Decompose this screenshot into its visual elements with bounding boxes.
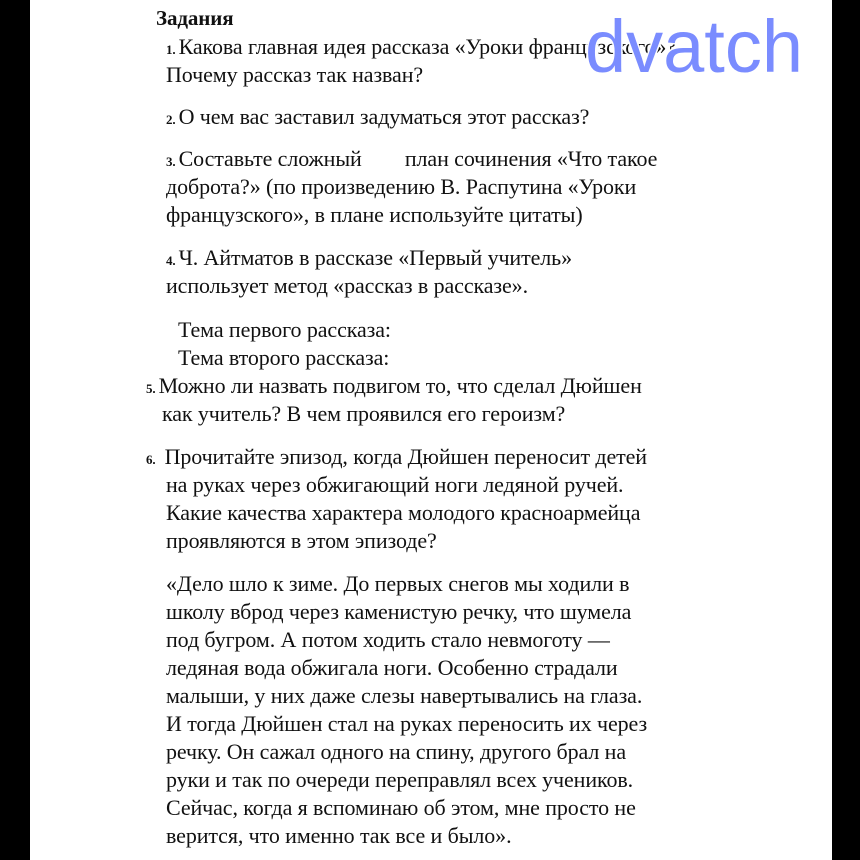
quote-line-7: речку. Он сажал одного на спину, другого брал на xyxy=(166,739,627,764)
task-4-number: 4. xyxy=(166,253,176,268)
task-6-line-4: проявляются в этом эпизоде? xyxy=(166,528,437,553)
task-3-line-2: доброта?» (по произведению В. Распутина «Уроки xyxy=(166,174,637,199)
task-1-line-2: Почему рассказ так назван? xyxy=(166,62,424,87)
quote-line-10: верится, что именно так все и было». xyxy=(166,823,512,848)
quote-line-1: «Дело шло к зиме. До первых снегов мы ходили в xyxy=(166,571,630,596)
quote-line-5: малыши, у них даже слезы навертывались на глаза. xyxy=(166,683,643,708)
task-3-number: 3. xyxy=(166,154,176,169)
task-5-text-1: Можно ли назвать подвигом то, что сделал Дюйшен xyxy=(158,373,642,398)
section-heading: Задания xyxy=(156,6,234,30)
task-6-line-1 xyxy=(146,444,647,473)
task-6-line-3: Какие качества характера молодого красноармейца xyxy=(166,500,641,525)
task-6-text-1: Прочитайте эпизод, когда Дюйшен переносит детей xyxy=(164,444,647,469)
task-2-line-1 xyxy=(166,104,589,133)
task-1-number: 1. xyxy=(166,42,176,57)
task-3-line-3: французского», в плане используйте цитаты) xyxy=(166,202,583,227)
task-1-line-1 xyxy=(166,34,676,63)
topic-first-story: Тема первого рассказа: xyxy=(178,317,391,342)
task-5-line-2: как учитель? В чем проявился его героизм? xyxy=(162,401,566,426)
task-1-text-1: Какова главная идея рассказа «Уроки французского»? xyxy=(178,34,676,59)
task-5-line-1 xyxy=(146,373,642,402)
task-6-line-2: на руках через обжигающий ноги ледяной ручей. xyxy=(166,472,624,497)
task-2-number: 2. xyxy=(166,112,176,127)
task-4-line-1 xyxy=(166,245,572,274)
task-3-line-1 xyxy=(166,146,657,175)
task-5-number: 5. xyxy=(146,381,156,396)
quote-line-2: школу вброд через каменистую речку, что шумела xyxy=(166,599,632,624)
document-page xyxy=(30,0,832,860)
quote-line-8: руки и так по очереди переправлял всех учеников. xyxy=(166,767,634,792)
quote-line-6: И тогда Дюйшен стал на руках переносить их через xyxy=(166,711,648,736)
task-2-text-1: О чем вас заставил задуматься этот рассказ? xyxy=(178,104,590,129)
quote-line-4: ледяная вода обжигала ноги. Особенно страдали xyxy=(166,655,618,680)
quote-line-3: под бугром. А потом ходить стало невмоготу — xyxy=(166,627,610,652)
task-4-line-2: использует метод «рассказ в рассказе». xyxy=(166,273,528,298)
watermark-text: dvatch xyxy=(585,5,804,88)
task-4-text-1: Ч. Айтматов в рассказе «Первый учитель» xyxy=(178,245,572,270)
topic-second-story: Тема второго рассказа: xyxy=(178,345,390,370)
task-6-number: 6. xyxy=(146,452,156,467)
quote-line-9: Сейчас, когда я вспоминаю об этом, мне просто не xyxy=(166,795,636,820)
task-3-text-1: Составьте сложный план сочинения «Что такое xyxy=(178,146,658,171)
